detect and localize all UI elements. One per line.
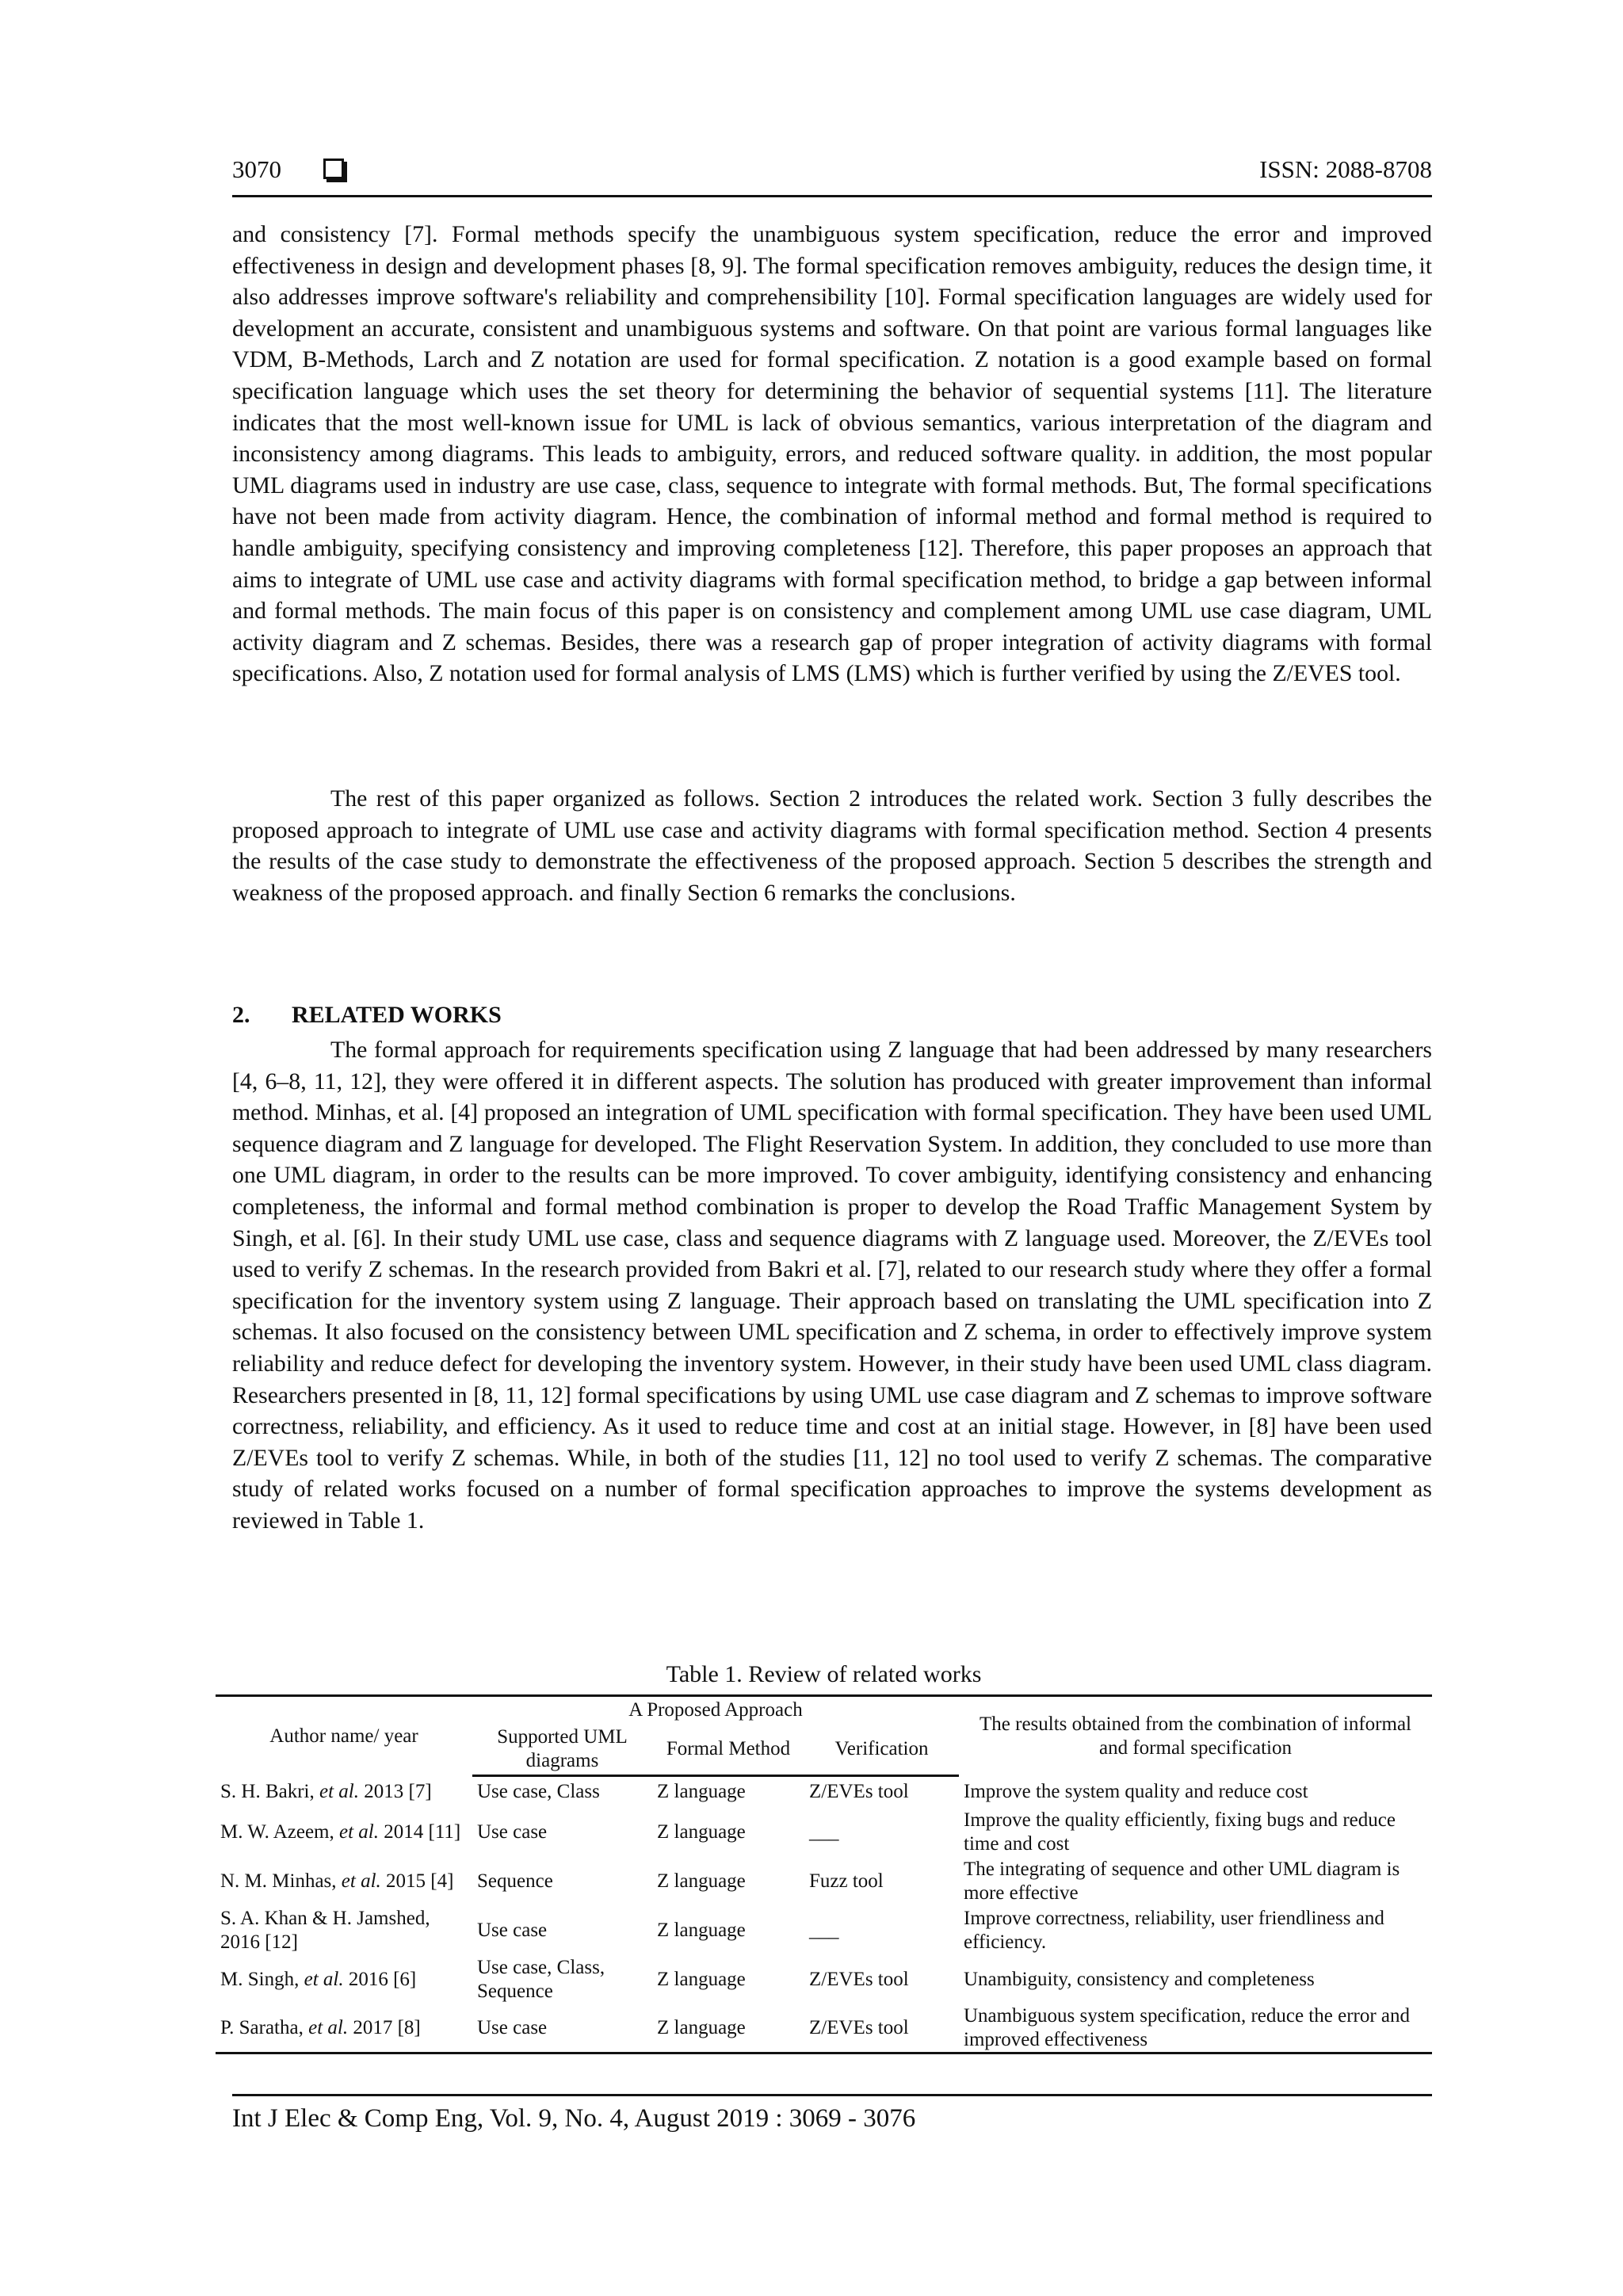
- section-number: 2.: [232, 1002, 250, 1028]
- cell-author: M. Singh, et al. 2016 [6]: [220, 1968, 417, 1990]
- table-row: [216, 1857, 1432, 1906]
- cell-method: Z language: [657, 1820, 746, 1843]
- table-row: [216, 1955, 1432, 2004]
- table-row: [216, 2004, 1432, 2053]
- header-method: Formal Method: [652, 1724, 804, 1776]
- cell-author: M. W. Azeem, et al. 2014 [11]: [220, 1820, 461, 1843]
- body-paragraph-3: The formal approach for requirements specification using Z language that had been addressed by many researchers [4, 6–8, 11, 12], they were offered it in different aspects. The solution has produced with greater improvement than informal method. Minhas, et al. [4] proposed an integration of UML specification with formal specification. They have been used UML sequence diagram and Z language for developed. The Flight Reservation System. In addition, they concluded to use more than one UML diagram, in order to the results can be more improved. To cover ambiguity, identifying consistency and enhancing completeness, the informal and formal method combination is proper to develop the Road Traffic Management System by Singh, et al. [6]. In their study UML use case, class and sequence diagrams with Z language used. Moreover, the Z/EVEs tool used to verify Z schemas. In the research provided from Bakri et al. [7], related to our research study where they offer a formal specification for the inventory system using Z language. Their approach based on translating the UML specification into Z schemas. It also focused on the consistency between UML specification and Z schema, in order to effectively improve system reliability and reduce defect for developing the inventory system. However, in their study have been used UML class diagram. Researchers presented in [8, 11, 12] formal specifications by using UML use case diagram and Z schemas to improve software correctness, reliability, and efficiency. As it used to reduce time and cost at an initial stage. However, in [8] have been used Z/EVEs tool to verify Z schemas. While, in both of the studies [11, 12] no tool used to verify Z schemas. The comparative study of related works focused on a number of formal specification approaches to improve the systems development as reviewed in Table 1.: [232, 1037, 1432, 1534]
- cell-uml: Use case: [477, 1820, 548, 1843]
- header-results: The results obtained from the combination of informal and formal specification: [959, 1696, 1432, 1776]
- table-row: [216, 1776, 1432, 1808]
- body-paragraph-2: The rest of this paper organized as follows. Section 2 introduces the related work. Section 3 fully describes the proposed approach to integrate of UML use case and activity diagrams with formal specification method. Section 4 presents the results of the case study to demonstrate the effectiveness of the proposed approach. Section 5 describes the strength and weakness of the proposed approach. and finally Section 6 remarks the conclusions.: [232, 785, 1432, 906]
- page-number: 3070: [232, 155, 281, 183]
- cell-author: S. A. Khan & H. Jamshed, 2016 [12]: [220, 1907, 430, 1953]
- header-proposed-approach: A Proposed Approach: [472, 1696, 959, 1725]
- cell-verification: Fuzz tool: [809, 1870, 884, 1892]
- cell-author: N. M. Minhas, et al. 2015 [4]: [220, 1870, 454, 1892]
- cell-author: P. Saratha, et al. 2017 [8]: [216, 2004, 472, 2053]
- cell-verification: Z/EVEs tool: [809, 1781, 909, 1803]
- cell-verification: Z/EVEs tool: [809, 1968, 909, 1990]
- cell-results: Unambiguity, consistency and completeness: [964, 1968, 1315, 1990]
- cell-verification: ___: [809, 1919, 839, 1941]
- cell-uml: Use case, Class: [477, 1781, 600, 1803]
- cell-results: Improve the system quality and reduce cost: [964, 1780, 1308, 1802]
- review-table: [216, 1694, 1432, 2054]
- header-author: Author name/ year: [216, 1696, 472, 1776]
- cell-method: Z language: [657, 1870, 746, 1892]
- cell-results: Improve correctness, reliability, user friendliness and efficiency.: [964, 1907, 1384, 1953]
- table-row: [216, 1906, 1432, 1955]
- cell-uml: Use case: [477, 1919, 548, 1941]
- cell-results: Unambiguous system specification, reduce the error and improved effectiveness: [959, 2004, 1432, 2053]
- cell-verification: Z/EVEs tool: [804, 2004, 959, 2053]
- cell-method: Z language: [657, 1968, 746, 1990]
- header-uml: Supported UML diagrams: [472, 1724, 652, 1776]
- footer-citation: Int J Elec & Comp Eng, Vol. 9, No. 4, August 2019 : 3069 - 3076: [232, 2104, 916, 2133]
- cell-results: Improve the quality efficiently, fixing bugs and reduce time and cost: [964, 1809, 1396, 1855]
- cell-method: Z language: [657, 1781, 746, 1803]
- section-heading: [232, 1002, 502, 1029]
- page-header: [232, 151, 1432, 197]
- cell-uml: Use case, Class, Sequence: [477, 1956, 605, 2002]
- table-caption: Table 1. Review of related works: [666, 1661, 982, 1687]
- square-bullet-icon: [323, 159, 344, 179]
- cell-uml: Sequence: [477, 1870, 553, 1892]
- cell-uml: Use case: [472, 2004, 652, 2053]
- header-verification: Verification: [804, 1724, 959, 1776]
- issn: ISSN: 2088-8708: [1259, 155, 1432, 183]
- cell-method: Z language: [657, 1919, 746, 1941]
- page-footer: [232, 2094, 1432, 2134]
- cell-verification: ___: [809, 1820, 839, 1843]
- cell-author: S. H. Bakri, et al. 2013 [7]: [220, 1780, 432, 1802]
- section-title: RELATED WORKS: [292, 1002, 502, 1028]
- table-row: [216, 1808, 1432, 1857]
- body-paragraph-1: and consistency [7]. Formal methods specify the unambiguous system specification, reduce the error and improved effectiveness in design and development phases [8, 9]. The formal specification removes ambiguity, reduces the design time, it also addresses improve software's reliability and comprehensibility [10]. Formal specification languages are widely used for development an accurate, consistent and unambiguous systems and software. On that point are various formal languages like VDM, B-Methods, Larch and Z notation are used for formal specification. Z notation is a good example based on formal specification language which uses the set theory for determining the behavior of sequential systems [11]. The literature indicates that the most well-known issue for UML is lack of obvious semantics, various interpretation of the diagram and inconsistency among diagrams. This leads to ambiguity, errors, and reduced software quality. in addition, the most popular UML diagrams used in industry are use case, class, sequence to integrate with formal methods. But, The formal specifications have not been made from activity diagram. Hence, the combination of informal method and formal method is required to handle ambiguity, specifying consistency and improving completeness [12]. Therefore, this paper proposes an approach that aims to integrate of UML use case and activity diagrams with formal specification method, to bridge a gap between informal and formal methods. The main focus of this paper is on consistency and complement among UML use case diagram, UML activity diagram and Z schemas. Besides, there was a research gap of proper integration of activity diagrams with formal specifications. Also, Z notation used for formal analysis of LMS (LMS) which is further verified by using the Z/EVES tool.: [232, 221, 1432, 687]
- cell-method: Z language: [652, 2004, 804, 2053]
- cell-results: The integrating of sequence and other UML diagram is more effective: [964, 1858, 1400, 1904]
